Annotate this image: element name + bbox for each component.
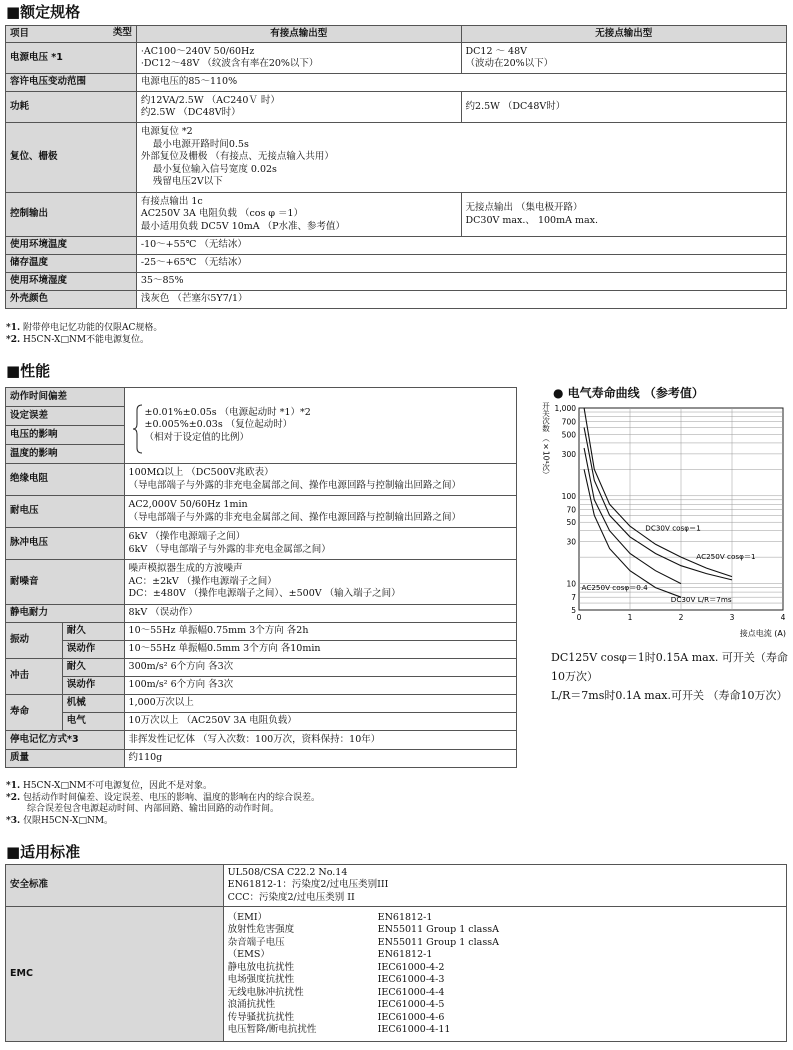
row-value: 浅灰色 （芒塞尔5Y7/1） bbox=[136, 291, 786, 309]
row-label: 静电耐力 bbox=[6, 605, 125, 623]
x-axis-label: 接点电流 (A) bbox=[739, 629, 786, 638]
row-value: 非挥发性记忆体 （写入次数：100万次，资料保持：10年） bbox=[124, 731, 516, 750]
row-label: 容许电压变动范围 bbox=[6, 74, 137, 92]
row-value: DC12 ～ 48V （波动在20%以下） bbox=[461, 43, 786, 74]
group-label: 寿命 bbox=[6, 695, 63, 731]
x-tick-label: 3 bbox=[729, 613, 735, 622]
emc-item-name: （EMS） bbox=[227, 949, 270, 960]
life-curve-chart bbox=[538, 400, 786, 640]
x-tick-label: 2 bbox=[678, 613, 684, 622]
emc-item-value: IEC61000-4-11 bbox=[377, 1024, 451, 1035]
row-value: 100m/s² 6个方向 各3次 bbox=[124, 677, 516, 695]
group-label: 冲击 bbox=[6, 659, 63, 695]
row-value: 约2.5W （DC48V时） bbox=[461, 92, 786, 123]
row-value: 10～55Hz 单振幅0.75mm 3个方向 各2h bbox=[124, 623, 516, 641]
emc-item-name: 电压暂降/断电抗扰性 bbox=[227, 1024, 317, 1035]
y-tick-label: 700 bbox=[561, 417, 576, 427]
y-tick-label: 500 bbox=[561, 430, 576, 440]
row-value: 10～55Hz 单振幅0.5mm 3个方向 各10min bbox=[124, 641, 516, 659]
emc-value bbox=[223, 907, 786, 1042]
row-value: ·AC100～240V 50/60Hz ·DC12～48V （纹波含有率在20%以下） bbox=[136, 43, 461, 74]
y-axis-label bbox=[541, 402, 550, 479]
series-label: AC250V cosφ＝1 bbox=[696, 552, 756, 562]
row-label: 电源电压 *1 bbox=[6, 43, 137, 74]
emc-item-value: IEC61000-4-2 bbox=[377, 961, 445, 973]
emc-item-name: 杂音端子电压 bbox=[227, 936, 285, 948]
row-value: 300m/s² 6个方向 各3次 bbox=[124, 659, 516, 677]
y-tick-label: 300 bbox=[561, 449, 576, 459]
chart-note: L/R＝7ms时0.1A max.可开关 （寿命10万次） bbox=[551, 689, 788, 702]
emc-item-name: 传导骚扰抗扰性 bbox=[227, 1011, 295, 1023]
y-tick-label: 10 bbox=[566, 579, 576, 589]
note: *2. H5CN-X□NM不能电源复位。 bbox=[6, 334, 150, 345]
curve-line bbox=[581, 469, 681, 597]
note: *1. H5CN-X□NM不可电源复位，因此不是对象。 bbox=[6, 781, 213, 791]
safety-label: 安全标准 bbox=[6, 865, 224, 907]
row-value: 100MΩ以上 （DC500V兆欧表） （导电部端子与外露的非充电金属部之间、操作电源回路与控制输出回路之间） bbox=[124, 464, 516, 496]
header-item: 项目 bbox=[10, 27, 30, 39]
header-type: 类型 bbox=[112, 27, 132, 38]
row-value: 电源复位 *2 最小电源开路时间0.5s 外部复位及栅极 （有接点、无接点输入共用） 最小复位输入信号宽度 0.02s 残留电压2V以下 bbox=[136, 123, 786, 193]
row-value: 6kV （操作电源端子之间） 6kV （导电部端子与外露的非充电金属部之间） bbox=[124, 528, 516, 560]
x-tick-label: 4 bbox=[780, 613, 786, 622]
row-label: 脉冲电压 bbox=[6, 528, 125, 560]
y-tick-label: 100 bbox=[561, 491, 576, 501]
emc-item-value: IEC61000-4-4 bbox=[377, 986, 445, 998]
standards-section-title: ■适用标准 bbox=[6, 843, 81, 861]
row-label: 外壳颜色 bbox=[6, 291, 137, 309]
sub-label: 误动作 bbox=[62, 677, 124, 695]
y-tick-label: 70 bbox=[566, 505, 576, 515]
brace-icon bbox=[133, 404, 143, 454]
performance-table bbox=[5, 387, 517, 768]
emc-item-value: IEC61000-4-3 bbox=[377, 974, 445, 985]
chart-note: DC125V cosφ＝1时0.15A max. 可开关（寿命10万次） bbox=[551, 651, 788, 683]
sub-label: 耐久 bbox=[62, 659, 124, 677]
y-axis-title: 开关次数 （×10⁴次） bbox=[541, 402, 551, 479]
x-tick-label: 1 bbox=[627, 613, 633, 622]
row-value: 10万次以上 （AC250V 3A 电阻负载） bbox=[124, 713, 516, 731]
row-label: 动作时间偏差 bbox=[6, 388, 125, 407]
series-label: AC250V cosφ＝0.4 bbox=[581, 582, 648, 592]
emc-item-name: 浪涌抗扰性 bbox=[227, 999, 276, 1010]
ratings-notes bbox=[6, 323, 162, 346]
row-value: 35～85% bbox=[136, 273, 786, 291]
row-label: 功耗 bbox=[6, 92, 137, 123]
y-tick-label: 1,000 bbox=[554, 404, 576, 413]
header-solid: 无接点输出型 bbox=[461, 26, 786, 43]
performance-section-title: ■性能 bbox=[6, 362, 51, 380]
emc-item-value: IEC61000-4-6 bbox=[377, 1011, 445, 1023]
performance-notes bbox=[6, 781, 320, 827]
chart-title: ● 电气寿命曲线 （参考值） bbox=[553, 386, 704, 400]
curve-line bbox=[584, 448, 681, 584]
row-label: 停电记忆方式*3 bbox=[6, 731, 125, 750]
note: 综合误差包含电源起动时间、内部回路、输出回路的动作时间。 bbox=[27, 804, 280, 814]
row-value: 约12VA/2.5W （AC240Ｖ 时） 约2.5W （DC48V时） bbox=[136, 92, 461, 123]
standards-table bbox=[5, 864, 787, 1042]
y-tick-label: 30 bbox=[566, 537, 576, 547]
chart-notes bbox=[551, 648, 789, 705]
safety-value: UL508/CSA C22.2 No.14 EN61812-1：污染度2/过电压类别III CCC：污染度2/过电压类别 II bbox=[223, 865, 786, 907]
emc-item-value: EN61812-1 bbox=[377, 911, 433, 923]
group-label: 振动 bbox=[6, 623, 63, 659]
row-label: 储存温度 bbox=[6, 255, 137, 273]
row-label: 设定误差 bbox=[6, 407, 125, 426]
sub-label: 机械 bbox=[62, 695, 124, 713]
series-label: DC30V L/R＝7ms bbox=[670, 594, 732, 604]
y-tick-label: 5 bbox=[571, 606, 576, 615]
sub-label: 电气 bbox=[62, 713, 124, 731]
row-value: AC2,000V 50/60Hz 1min （导电部端子与外露的非充电金属部之间、操作电源回路与控制输出回路之间） bbox=[124, 496, 516, 528]
emc-label: EMC bbox=[6, 907, 224, 1042]
ratings-table bbox=[5, 25, 787, 309]
row-label: 使用环境湿度 bbox=[6, 273, 137, 291]
x-tick-label: 0 bbox=[576, 613, 582, 622]
note: *2. 包括动作时间偏差、设定误差、电压的影响、温度的影响在内的综合误差。 bbox=[6, 792, 320, 803]
y-tick-label: 7 bbox=[571, 593, 576, 603]
row-label: 温度的影响 bbox=[6, 445, 125, 464]
row-label: 耐电压 bbox=[6, 496, 125, 528]
emc-item-value: IEC61000-4-5 bbox=[377, 999, 445, 1010]
row-label: 控制输出 bbox=[6, 193, 137, 237]
y-tick-label: 50 bbox=[566, 518, 576, 528]
row-label: 绝缘电阻 bbox=[6, 464, 125, 496]
emc-item-value: EN55011 Group 1 classA bbox=[377, 936, 499, 948]
row-label: 电压的影响 bbox=[6, 426, 125, 445]
row-value: 1,000万次以上 bbox=[124, 695, 516, 713]
row-label: 质量 bbox=[6, 750, 125, 768]
emc-item-name: 放射性危害强度 bbox=[227, 924, 295, 935]
row-value: -25～+65℃ （无结冰） bbox=[136, 255, 786, 273]
row-value: 电源电压的85～110% bbox=[136, 74, 786, 92]
note: *3. 仅限H5CN-X□NM。 bbox=[6, 815, 114, 826]
row-value: 有接点输出 1c AC250V 3A 电阻负载 （cos φ ＝1） 最小适用负载 DC5V 10mA （P水准、参考值） bbox=[136, 193, 461, 237]
emc-item-value: EN55011 Group 1 classA bbox=[377, 924, 499, 935]
series-label: DC30V cosφ＝1 bbox=[645, 523, 701, 533]
emc-item-name: 无线电脉冲抗扰性 bbox=[227, 986, 304, 998]
header-item-type bbox=[6, 26, 137, 43]
emc-item-name: 电场强度抗扰性 bbox=[227, 974, 295, 985]
note: *1. 附带停电记忆功能的仅限AC规格。 bbox=[6, 323, 163, 333]
sub-label: 误动作 bbox=[62, 641, 124, 659]
row-value: 无接点输出 （集电极开路） DC30V max.、 100mA max. bbox=[461, 193, 786, 237]
row-value: 8kV （误动作） bbox=[124, 605, 516, 623]
row-value: 约110g bbox=[124, 750, 516, 768]
header-contact: 有接点输出型 bbox=[136, 26, 461, 43]
ratings-section-title: ■额定规格 bbox=[6, 3, 81, 21]
row-label: 耐噪音 bbox=[6, 560, 125, 605]
row-label: 使用环境温度 bbox=[6, 237, 137, 255]
accuracy-value: ±0.01%±0.05s （电源起动时 *1）*2 ±0.005%±0.03s （复位起动时） （相对于设定值的比例） bbox=[124, 388, 516, 464]
emc-item-value: EN61812-1 bbox=[377, 949, 433, 960]
emc-item-name: 静电放电抗扰性 bbox=[227, 961, 295, 973]
row-value: -10～+55℃ （无结冰） bbox=[136, 237, 786, 255]
emc-item-name: （EMI） bbox=[227, 911, 268, 923]
row-value: 噪声模拟器生成的方波噪声 AC：±2kV （操作电源端子之间） DC：±480V （操作电源端子之间）、±500V （输入端子之间） bbox=[124, 560, 516, 605]
sub-label: 耐久 bbox=[62, 623, 124, 641]
row-label: 复位、栅极 bbox=[6, 123, 137, 193]
